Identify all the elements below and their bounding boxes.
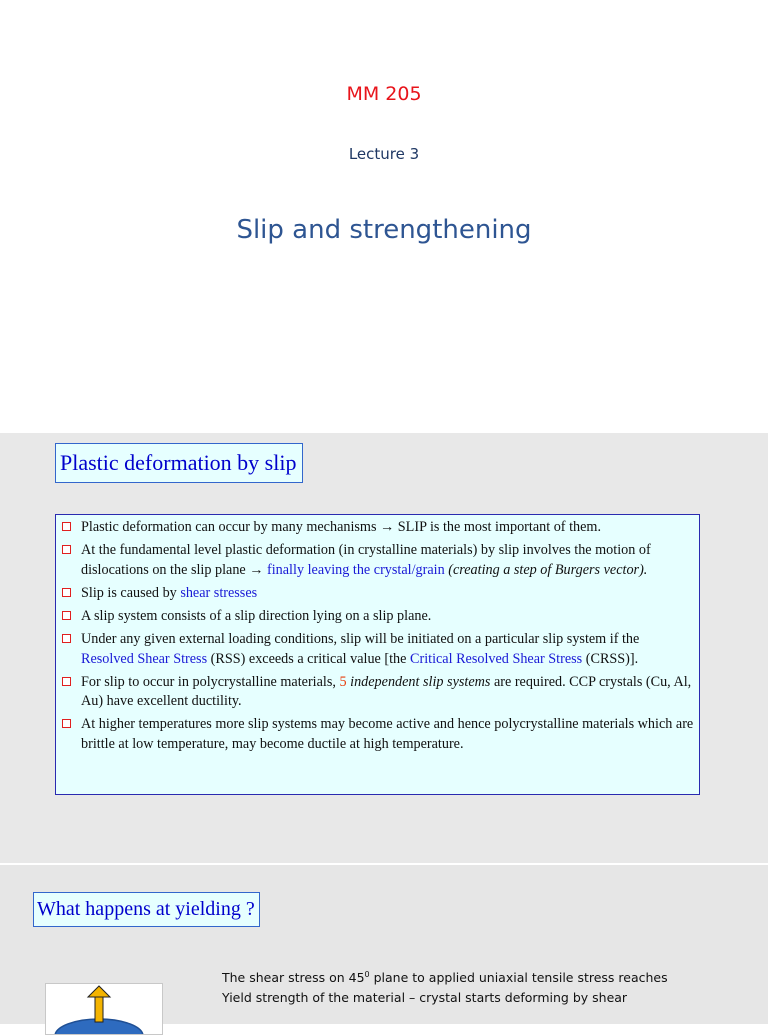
slide-title: What happens at yielding ?	[33, 892, 260, 927]
square-bullet-icon	[62, 522, 71, 531]
square-bullet-icon	[62, 611, 71, 620]
lecture-number: Lecture 3	[348, 145, 420, 163]
list-item: For slip to occur in polycrystalline materials, 5 independent slip systems are required. CCP crystals (Cu, Al, Au) have excellent ductility.	[62, 673, 695, 712]
yielding-description: The shear stress on $45^0$ plane to applied uniaxial tensile stress reaches Yield strength of the material – crystal starts deforming by shear	[222, 970, 668, 1006]
yielding-slide	[0, 865, 768, 1024]
square-bullet-icon	[62, 545, 71, 554]
square-bullet-icon	[62, 634, 71, 643]
course-code: MM 205	[346, 83, 422, 105]
slide-title: Plastic deformation by slip	[55, 443, 303, 483]
list-item: Plastic deformation can occur by many mechanisms → SLIP is the most important of them.	[62, 518, 695, 538]
square-bullet-icon	[62, 719, 71, 728]
list-item: At the fundamental level plastic deformation (in crystalline materials) by slip involves the motion of dislocations on the slip plane → finally leaving the crystal/grain (creating a step of Burgers vector).	[62, 541, 695, 580]
slip-slide	[0, 433, 768, 863]
list-item: At higher temperatures more slip systems may become active and hence polycrystalline materials which are brittle at low temperature, may become ductile at high temperature.	[62, 715, 695, 754]
specimen-figure	[45, 983, 163, 1035]
bullet-list	[55, 514, 700, 795]
title-slide	[0, 0, 768, 433]
list-item: Slip is caused by shear stresses	[62, 584, 695, 604]
lecture-topic: Slip and strengthening	[236, 215, 532, 245]
square-bullet-icon	[62, 588, 71, 597]
list-item: Under any given external loading conditions, slip will be initiated on a particular slip system if the Resolved Shear Stress (RSS) exceeds a critical value [the Critical Resolved Shear Stress (CRSS)].	[62, 630, 695, 669]
specimen-with-arrow-icon	[46, 984, 162, 1034]
list-item: A slip system consists of a slip direction lying on a slip plane.	[62, 607, 695, 627]
square-bullet-icon	[62, 677, 71, 686]
